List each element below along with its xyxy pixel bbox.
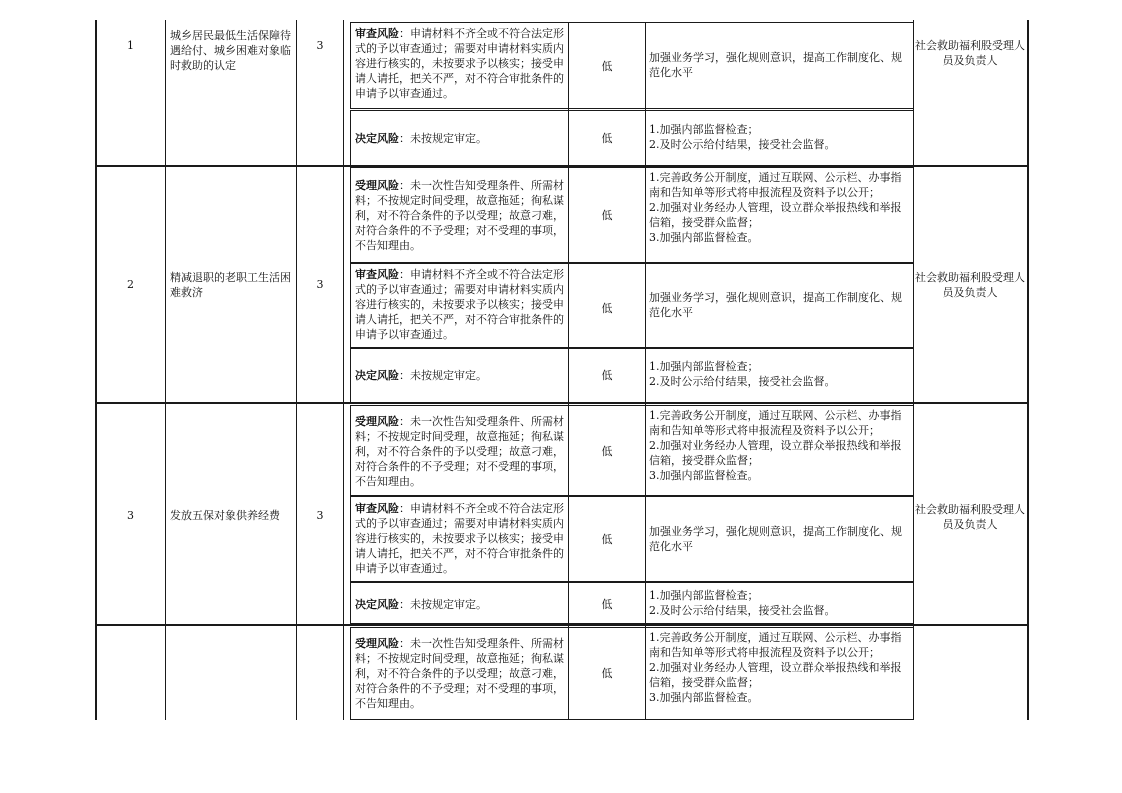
risk-level: 低 [601,598,613,611]
risk-desc [355,131,565,146]
risk-count: 3 [316,509,324,522]
risk-count: 3 [316,278,324,291]
risk-desc [355,636,565,711]
risk-measure: 1.加强内部监督检查； 2.及时公示给付结果，接受社会监督。 [649,123,836,151]
risk-level: 低 [601,132,613,145]
risk-desc [355,26,565,101]
risk-level: 低 [601,302,613,315]
risk-text: ：申请材料不齐全或不符合法定形式的予以审查通过；需要对申请材料实质内容进行核实的，未按要求予以核实；接受申请人请托，把关不严，对不符合审批条件的申请予以审查通过。 [355,27,564,100]
risk-measure: 1.加强内部监督检查； 2.及时公示给付结果，接受社会监督。 [649,360,836,388]
item-name: 城乡居民最低生活保障待遇给付、城乡困难对象临时救助的认定 [170,29,291,72]
risk-text: ：申请材料不齐全或不符合法定形式的予以审查通过；需要对申请材料实质内容进行核实的，未按要求予以核实；接受申请人请托，把关不严，对不符合审批条件的申请予以审查通过。 [355,268,564,341]
risk-type: 决定风险 [355,369,399,382]
risk-type: 受理风险 [355,637,399,650]
risk-text: ：未按规定审定。 [399,369,487,382]
row-number: 1 [127,39,134,52]
risk-level: 低 [601,60,613,73]
risk-desc [355,368,565,383]
department: 社会救助福利股受理人员及负责人 [915,271,1025,299]
col-sep-no [165,20,166,720]
risk-type: 审查风险 [355,27,399,40]
risk-level: 低 [601,445,613,458]
group-sep-3 [95,624,1028,626]
risk-desc [355,178,565,253]
department: 社会救助福利股受理人员及负责人 [915,39,1025,67]
risk-text: ：未一次性告知受理条件、所需材料；不按规定时间受理，故意拖延；徇私谋利，对不符合条件的予以受理；故意刁难，对符合条件的不予受理；对不受理的事项，不告知理由。 [355,179,564,252]
risk-text: ：未一次性告知受理条件、所需材料；不按规定时间受理，故意拖延；徇私谋利，对不符合条件的予以受理；故意刁难，对符合条件的不予受理；对不受理的事项，不告知理由。 [355,637,564,710]
item-name: 发放五保对象供养经费 [170,509,280,522]
risk-measure: 1.完善政务公开制度，通过互联网、公示栏、办事指南和告知单等形式将申报流程及资料予以公开； 2.加强对业务经办人管理，设立群众举报热线和举报信箱，接受群众监督； 3.加强内部监督检查。 [649,409,902,482]
risk-level: 低 [601,533,613,546]
col-sep-name [296,20,297,720]
risk-measure: 加强业务学习，强化规则意识，提高工作制度化、规范化水平 [649,51,902,79]
risk-measure: 加强业务学习，强化规则意识，提高工作制度化、规范化水平 [649,525,902,553]
risk-desc [355,501,565,576]
risk-desc [355,414,565,489]
inner-col-sep-level [645,22,646,720]
department: 社会救助福利股受理人员及负责人 [915,503,1025,531]
risk-level: 低 [601,369,613,382]
risk-level: 低 [601,209,613,222]
risk-type: 审查风险 [355,268,399,281]
risk-text: ：未一次性告知受理条件、所需材料；不按规定时间受理，故意拖延；徇私谋利，对不符合条件的予以受理；故意刁难，对符合条件的不予受理；对不受理的事项，不告知理由。 [355,415,564,488]
risk-type: 决定风险 [355,598,399,611]
row-number: 3 [127,509,134,522]
table-left-border [95,20,97,720]
risk-text: ：未按规定审定。 [399,132,487,145]
item-name: 精减退职的老职工生活困难救济 [170,271,291,299]
risk-type: 受理风险 [355,179,399,192]
risk-desc [355,267,565,342]
col-sep-count [343,20,344,720]
risk-type: 审查风险 [355,502,399,515]
risk-measure: 1.完善政务公开制度，通过互联网、公示栏、办事指南和告知单等形式将申报流程及资料予以公开； 2.加强对业务经办人管理，设立群众举报热线和举报信箱，接受群众监督； 3.加强内部监督检查。 [649,171,902,244]
risk-text: ：未按规定审定。 [399,598,487,611]
row-number: 2 [127,278,134,291]
risk-measure: 1.加强内部监督检查； 2.及时公示给付结果，接受社会监督。 [649,589,836,617]
risk-measure: 1.完善政务公开制度，通过互联网、公示栏、办事指南和告知单等形式将申报流程及资料予以公开； 2.加强对业务经办人管理，设立群众举报热线和举报信箱，接受群众监督； 3.加强内部监督检查。 [649,631,902,704]
table-right-border [1027,20,1029,720]
risk-level: 低 [601,667,613,680]
risk-measure: 加强业务学习，强化规则意识，提高工作制度化、规范化水平 [649,291,902,319]
risk-type: 决定风险 [355,132,399,145]
risk-text: ：申请材料不齐全或不符合法定形式的予以审查通过；需要对申请材料实质内容进行核实的，未按要求予以核实；接受申请人请托，把关不严，对不符合审批条件的申请予以审查通过。 [355,502,564,575]
risk-desc [355,597,565,612]
risk-type: 受理风险 [355,415,399,428]
risk-count: 3 [316,39,324,52]
